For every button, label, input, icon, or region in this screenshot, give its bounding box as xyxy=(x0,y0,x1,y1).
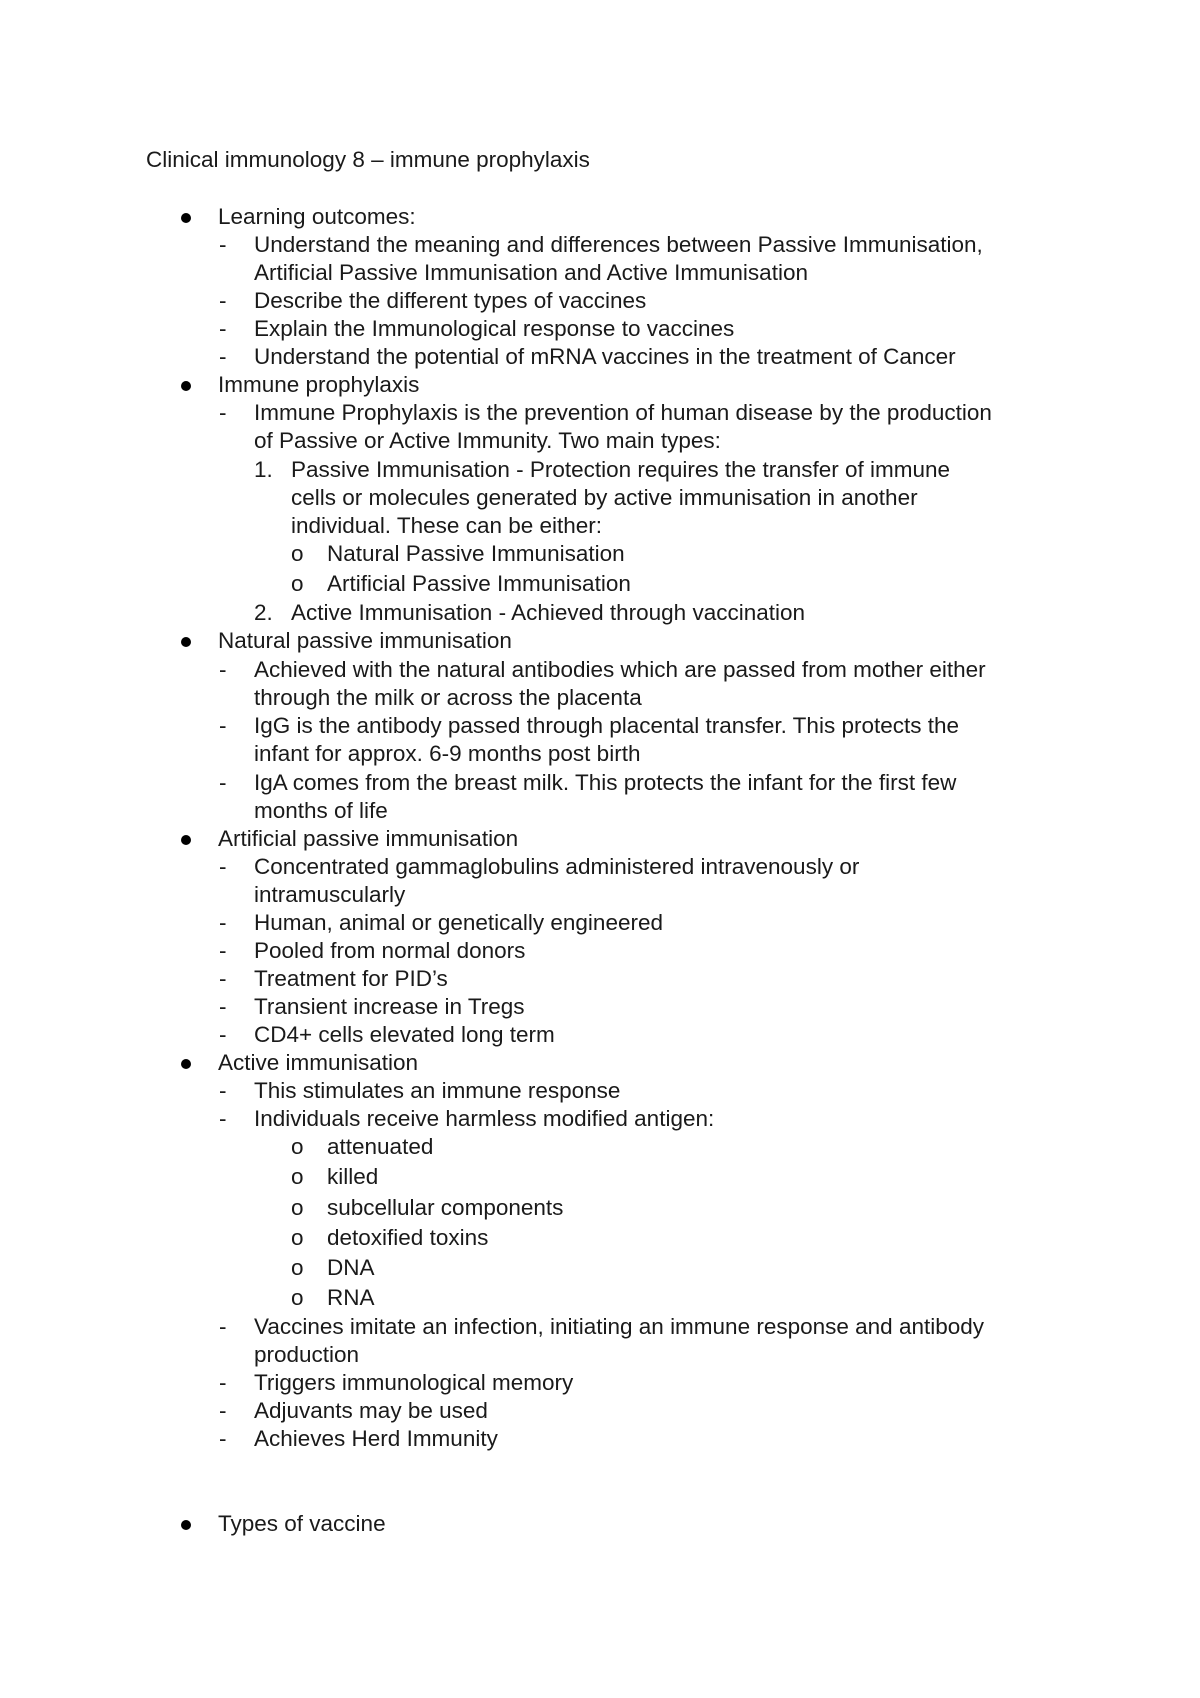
number-marker: 2. xyxy=(254,600,273,625)
list-item: Adjuvants may be used xyxy=(254,1398,488,1423)
circle-marker: o xyxy=(291,541,304,566)
bullet-icon xyxy=(181,213,191,223)
list-item-continued: through the milk or across the placenta xyxy=(254,685,642,710)
circle-marker: o xyxy=(291,1134,304,1159)
list-item: CD4+ cells elevated long term xyxy=(254,1022,555,1047)
dash-marker: - xyxy=(219,1314,227,1339)
circle-marker: o xyxy=(291,1225,304,1250)
dash-marker: - xyxy=(219,288,227,313)
section-heading-learning: Learning outcomes: xyxy=(218,204,416,229)
circle-marker: o xyxy=(291,1164,304,1189)
list-item: Concentrated gammaglobulins administered intravenously or xyxy=(254,854,860,879)
dash-marker: - xyxy=(219,1106,227,1131)
dash-marker: - xyxy=(219,910,227,935)
bullet-icon xyxy=(181,637,191,647)
sub-item: Natural Passive Immunisation xyxy=(327,541,625,566)
list-item-continued: infant for approx. 6-9 months post birth xyxy=(254,741,641,766)
dash-marker: - xyxy=(219,657,227,682)
list-item: Understand the meaning and differences between Passive Immunisation, xyxy=(254,232,983,257)
section-heading-active: Active immunisation xyxy=(218,1050,419,1075)
bullet-icon xyxy=(181,835,191,845)
antigen-item: DNA xyxy=(327,1255,375,1280)
list-item: This stimulates an immune response xyxy=(254,1078,621,1103)
list-item: Treatment for PID’s xyxy=(254,966,448,991)
dash-marker: - xyxy=(219,854,227,879)
list-item: Transient increase in Tregs xyxy=(254,994,525,1019)
section-heading-natural: Natural passive immunisation xyxy=(218,628,512,653)
sub-item: Artificial Passive Immunisation xyxy=(327,571,631,596)
list-item: Triggers immunological memory xyxy=(254,1370,574,1395)
circle-marker: o xyxy=(291,1255,304,1280)
list-item-continued: production xyxy=(254,1342,360,1367)
dash-marker: - xyxy=(219,1022,227,1047)
bullet-icon xyxy=(181,381,191,391)
circle-marker: o xyxy=(291,571,304,596)
numbered-item-continued: individual. These can be either: xyxy=(291,513,603,538)
dash-marker: - xyxy=(219,1398,227,1423)
dash-marker: - xyxy=(219,1370,227,1395)
dash-marker: - xyxy=(219,1426,227,1451)
numbered-item-continued: cells or molecules generated by active immunisation in another xyxy=(291,485,918,510)
list-item: Immune Prophylaxis is the prevention of human disease by the production xyxy=(254,400,992,425)
dash-marker: - xyxy=(219,966,227,991)
list-item: Human, animal or genetically engineered xyxy=(254,910,663,935)
list-item: Individuals receive harmless modified antigen: xyxy=(254,1106,715,1131)
dash-marker: - xyxy=(219,770,227,795)
dash-marker: - xyxy=(219,713,227,738)
antigen-item: subcellular components xyxy=(327,1195,564,1220)
list-item-continued: Artificial Passive Immunisation and Active Immunisation xyxy=(254,260,808,285)
list-item-continued: of Passive or Active Immunity. Two main types: xyxy=(254,428,721,453)
section-heading-prophylaxis: Immune prophylaxis xyxy=(218,372,420,397)
dash-marker: - xyxy=(219,232,227,257)
list-item: Achieved with the natural antibodies which are passed from mother either xyxy=(254,657,986,682)
list-item: Explain the Immunological response to vaccines xyxy=(254,316,735,341)
list-item: Understand the potential of mRNA vaccines in the treatment of Cancer xyxy=(254,344,956,369)
dash-marker: - xyxy=(219,400,227,425)
list-item-continued: intramuscularly xyxy=(254,882,406,907)
circle-marker: o xyxy=(291,1195,304,1220)
dash-marker: - xyxy=(219,344,227,369)
page-title: Clinical immunology 8 – immune prophylaxis xyxy=(146,147,590,172)
list-item: Pooled from normal donors xyxy=(254,938,526,963)
list-item: IgG is the antibody passed through placental transfer. This protects the xyxy=(254,713,960,738)
section-heading-artificial: Artificial passive immunisation xyxy=(218,826,519,851)
bullet-icon xyxy=(181,1520,191,1530)
dash-marker: - xyxy=(219,1078,227,1103)
circle-marker: o xyxy=(291,1285,304,1310)
antigen-item: attenuated xyxy=(327,1134,434,1159)
list-item-continued: months of life xyxy=(254,798,388,823)
dash-marker: - xyxy=(219,316,227,341)
antigen-item: killed xyxy=(327,1164,379,1189)
list-item: Describe the different types of vaccines xyxy=(254,288,647,313)
bullet-icon xyxy=(181,1059,191,1069)
dash-marker: - xyxy=(219,994,227,1019)
numbered-item: Active Immunisation - Achieved through vaccination xyxy=(291,600,806,625)
list-item: Vaccines imitate an infection, initiating an immune response and antibody xyxy=(254,1314,985,1339)
section-heading-types: Types of vaccine xyxy=(218,1511,386,1536)
number-marker: 1. xyxy=(254,457,273,482)
list-item: IgA comes from the breast milk. This protects the infant for the first few xyxy=(254,770,957,795)
antigen-item: detoxified toxins xyxy=(327,1225,489,1250)
numbered-item: Passive Immunisation - Protection requires the transfer of immune xyxy=(291,457,951,482)
dash-marker: - xyxy=(219,938,227,963)
list-item: Achieves Herd Immunity xyxy=(254,1426,498,1451)
antigen-item: RNA xyxy=(327,1285,375,1310)
